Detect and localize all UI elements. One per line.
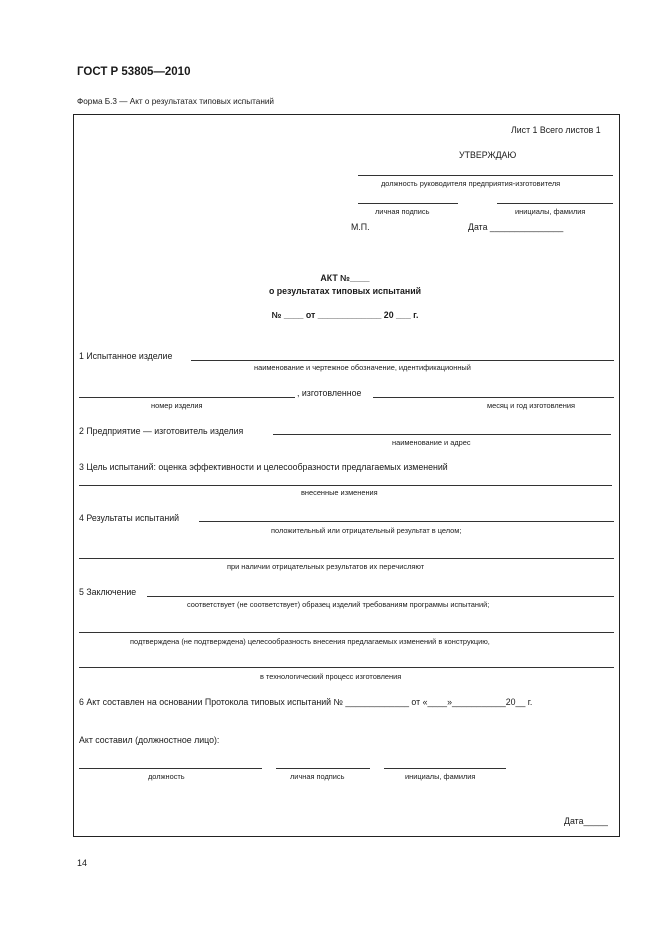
- field-4-caption: положительный или отрицательный результат в целом;: [271, 526, 462, 535]
- field-5b-line: [79, 632, 614, 633]
- compiler-signature-caption: личная подпись: [290, 772, 345, 781]
- field-1b-caption-left: номер изделия: [151, 401, 203, 410]
- field-3-caption: внесенные изменения: [301, 488, 378, 497]
- act-subtitle: о результатах типовых испытаний: [268, 286, 422, 296]
- field-1b-caption-right: месяц и год изготовления: [487, 401, 576, 410]
- field-5-label: 5 Заключение: [79, 587, 137, 597]
- field-6-text: 6 Акт составлен на основании Протокола типовых испытаний № _____________ от «____»___________20__ г.: [79, 697, 533, 707]
- compiler-position-caption: должность: [148, 772, 185, 781]
- approve-signature-line: [358, 203, 458, 204]
- field-4-line: [199, 521, 614, 522]
- field-1b-line-right: [373, 397, 614, 398]
- field-5b-caption: подтверждена (не подтверждена) целесообразность внесения предлагаемых изменений в конструкцию,: [130, 637, 490, 646]
- approve-title: УТВЕРЖДАЮ: [459, 150, 517, 160]
- field-5-caption: соответствует (не соответствует) образец изделий требованиям программы испытаний;: [187, 600, 490, 609]
- approve-initials-line: [497, 203, 613, 204]
- act-number-line: № ____ от _____________ 20 ___ г.: [271, 310, 419, 320]
- compiler-initials-caption: инициалы, фамилия: [405, 772, 476, 781]
- field-4-label: 4 Результаты испытаний: [79, 513, 180, 523]
- approve-initials-caption: инициалы, фамилия: [515, 207, 586, 216]
- field-1b-line-left: [79, 397, 295, 398]
- approve-date: Дата _______________: [468, 222, 564, 232]
- field-4b-line: [79, 558, 614, 559]
- field-1-line: [191, 360, 614, 361]
- field-2-label: 2 Предприятие — изготовитель изделия: [79, 426, 244, 436]
- field-5-line: [147, 596, 614, 597]
- approve-signature-caption: личная подпись: [375, 207, 430, 216]
- bottom-date: Дата_____: [564, 816, 608, 826]
- field-2-caption: наименование и адрес: [392, 438, 471, 447]
- approve-position-caption: должность руководителя предприятия-изготовителя: [381, 179, 561, 188]
- sheet-info: Лист 1 Всего листов 1: [511, 125, 601, 135]
- form-caption: Форма Б.3 — Акт о результатах типовых испытаний: [77, 97, 275, 106]
- compiler-initials-line: [384, 768, 506, 769]
- field-2-line: [273, 434, 611, 435]
- field-3-label: 3 Цель испытаний: оценка эффективности и целесообразности предлагаемых изменений: [79, 462, 448, 472]
- field-4b-caption: при наличии отрицательных результатов их перечисляют: [227, 562, 425, 571]
- approve-position-line: [358, 175, 613, 176]
- field-5c-line: [79, 667, 614, 668]
- standard-header: ГОСТ Р 53805—2010: [77, 66, 191, 78]
- seal-mark: М.П.: [351, 222, 370, 232]
- compiler-label: Акт составил (должностное лицо):: [79, 735, 220, 745]
- compiler-signature-line: [276, 768, 370, 769]
- act-title: АКТ №____: [320, 273, 370, 283]
- field-1b-middle: , изготовленное: [297, 388, 362, 398]
- compiler-position-line: [79, 768, 262, 769]
- field-5c-caption: в технологический процесс изготовления: [260, 672, 402, 681]
- field-1-caption: наименование и чертежное обозначение, идентификационный: [254, 363, 471, 372]
- field-3-line: [79, 485, 612, 486]
- page-number: 14: [77, 858, 88, 868]
- field-1-label: 1 Испытанное изделие: [79, 351, 173, 361]
